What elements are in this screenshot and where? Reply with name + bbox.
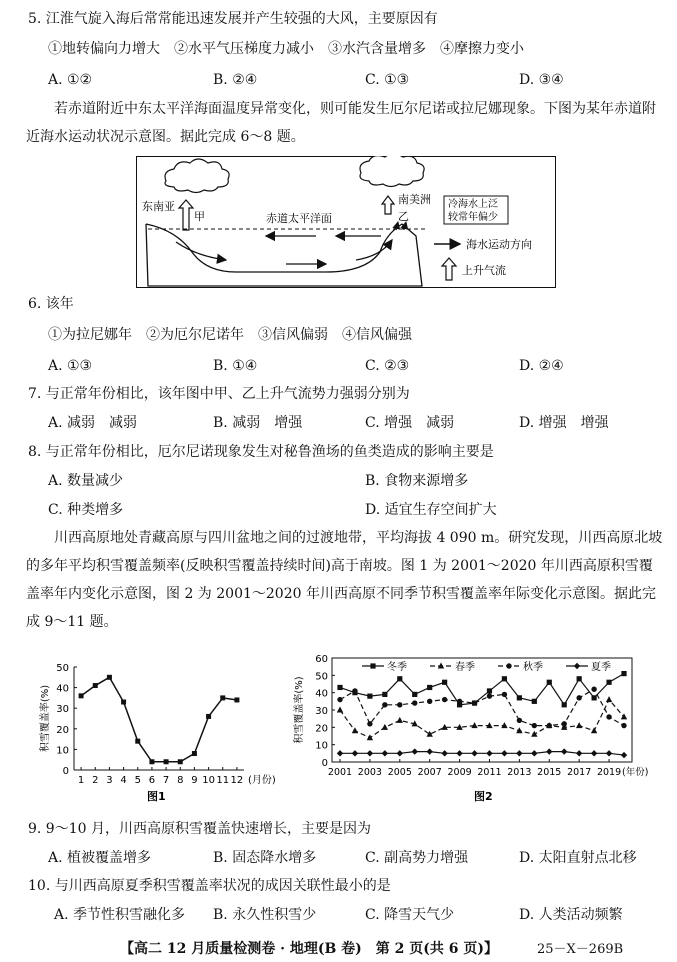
x-tick-label: 2001 (327, 767, 353, 778)
data-point-diamond (412, 748, 418, 754)
data-point-triangle (471, 722, 477, 728)
data-point-triangle (606, 696, 612, 702)
question-5-items: ①地转偏向力增大 ②水平气压梯度力减小 ③水汽含量增多 ④摩擦力变小 (48, 41, 524, 57)
plot-frame (332, 658, 632, 762)
y-tick-label: 50 (315, 671, 328, 683)
data-point-diamond (337, 750, 343, 756)
question-9-option-a: A. 植被覆盖增多 (48, 850, 152, 866)
question-9-option-d: D. 太阳直射点北移 (519, 850, 637, 866)
label-south-america: 南美洲 (398, 193, 431, 206)
data-point (234, 697, 239, 702)
data-point-dot (547, 723, 552, 728)
data-point-dot (427, 699, 432, 704)
ocean-circulation-diagram (136, 156, 556, 288)
y-tick-label: 0 (321, 758, 328, 769)
y-tick-label: 30 (315, 706, 328, 717)
page-footer-title: 【高二 12 月质量检测卷 · 地理(B 卷) 第 2 页(共 6 页)】 (120, 941, 499, 957)
data-point-square (412, 692, 417, 697)
data-point-diamond (486, 750, 492, 756)
data-point-square (487, 688, 492, 693)
data-point-triangle (337, 707, 343, 713)
data-point (149, 759, 154, 764)
data-point-square (577, 676, 582, 681)
legend-marker (574, 663, 580, 669)
x-unit-label: (月份) (248, 775, 276, 786)
y-axis-label: 积雪覆盖率(%) (294, 676, 305, 744)
figure-caption: 图2 (474, 790, 493, 803)
x-tick-label: 12 (230, 775, 244, 786)
data-point-square (442, 680, 447, 685)
data-point-square (562, 702, 567, 707)
data-point-dot (457, 699, 462, 704)
data-point-diamond (456, 750, 462, 756)
question-6-option-d: D. ②④ (519, 358, 564, 374)
y-tick-label: 50 (56, 663, 69, 674)
data-point-diamond (516, 750, 522, 756)
y-tick-label: 30 (56, 704, 69, 716)
data-point-dot (367, 721, 372, 726)
data-point-diamond (352, 750, 358, 756)
data-point-diamond (426, 748, 432, 754)
question-10-option-c: C. 降雪天气少 (365, 907, 455, 923)
data-point-triangle (352, 727, 358, 733)
question-9-option-c: C. 副高势力增强 (365, 850, 469, 866)
label-pacific-surface: 赤道太平洋面 (266, 212, 332, 225)
data-point-square (367, 694, 372, 699)
data-point-dot (621, 723, 626, 728)
data-point-square (337, 685, 342, 690)
data-point-dot (412, 700, 417, 705)
data-point-dot (397, 702, 402, 707)
data-point (206, 714, 211, 719)
x-tick-label: 2005 (387, 767, 412, 778)
legend-marker (370, 663, 375, 668)
data-point-square (502, 676, 507, 681)
x-tick-label: 2017 (567, 767, 592, 778)
data-point-diamond (441, 750, 447, 756)
data-point-dot (487, 693, 492, 698)
data-point-dot (442, 697, 447, 702)
x-tick-label: 6 (148, 775, 156, 786)
figure-2-chart (290, 650, 670, 805)
data-point-triangle (397, 717, 403, 723)
data-point (192, 751, 197, 756)
y-tick-label: 60 (315, 654, 328, 665)
question-5-option-a: A. ①② (48, 72, 93, 88)
data-point (121, 700, 126, 705)
question-5-option-c: C. ①③ (365, 72, 410, 88)
x-tick-label: 5 (134, 775, 141, 786)
data-point-triangle (621, 713, 627, 719)
y-tick-label: 20 (315, 723, 328, 735)
data-point-square (532, 699, 537, 704)
series-line (81, 677, 237, 761)
data-point-square (427, 685, 432, 690)
data-point-dot (337, 697, 342, 702)
data-point (220, 695, 225, 700)
figure-caption: 图1 (147, 790, 166, 803)
data-point-triangle (382, 724, 388, 730)
data-point-square (517, 695, 522, 700)
question-8-stem: 8. 与正常年份相比，厄尔尼诺现象发生对秘鲁渔场的鱼类造成的影响主要是 (28, 444, 494, 460)
data-point-diamond (531, 750, 537, 756)
data-point-square (606, 680, 611, 685)
question-8-option-c: C. 种类增多 (48, 502, 124, 518)
data-point-dot (562, 721, 567, 726)
data-point-diamond (576, 750, 582, 756)
passage-enso: 若赤道附近中东太平洋海面温度异常变化，则可能发生厄尔尼诺或拉尼娜现象。下图为某年赤道附近海水运动状况示意图。据此完成 6～8 题。 (26, 101, 656, 145)
x-tick-label: 10 (202, 775, 215, 786)
x-tick-label: 7 (162, 775, 170, 786)
legend-updraft-icon (442, 258, 456, 280)
data-point-square (592, 695, 597, 700)
data-point-diamond (606, 750, 612, 756)
data-point-diamond (397, 750, 403, 756)
callout-line-1: 冷海水上泛 (448, 199, 498, 210)
data-point (164, 759, 169, 764)
x-tick-label: 2007 (417, 767, 442, 778)
question-6-option-c: C. ②③ (365, 358, 410, 374)
data-point-dot (352, 688, 357, 693)
x-tick-label: 2015 (537, 767, 562, 778)
data-point-dot (606, 714, 611, 719)
y-tick-label: 20 (56, 724, 69, 736)
question-7-option-d: D. 增强 增强 (519, 415, 609, 431)
question-5-option-d: D. ③④ (519, 72, 564, 88)
x-tick-label: 11 (216, 775, 230, 786)
figure-1-chart (34, 655, 284, 805)
data-point-square (382, 692, 387, 697)
label-jia: 甲 (194, 210, 205, 223)
cloud-icon (360, 156, 424, 187)
legend-flow-label: 海水运动方向 (466, 238, 532, 251)
page-footer-code: 25－X－269B (537, 942, 624, 957)
data-point-diamond (591, 750, 597, 756)
y-tick-label: 40 (56, 683, 69, 695)
data-point-diamond (501, 750, 507, 756)
passage-snow: 川西高原地处青藏高原与四川盆地之间的过渡地带，平均海拔 4 090 m。研究发现，川西高原北坡的多年平均积雪覆盖频率(反映积雪覆盖持续时间)高于南坡。图 1 为 2001～2020 年川西高原积雪覆盖率年内变化示意图，图 2 为 2001～2020 年川西高原不同季节积雪覆盖率年际变化示意图。据此完成 9～11 题。 (26, 530, 663, 630)
data-point-dot (502, 692, 507, 697)
data-point-diamond (561, 748, 567, 754)
data-point (107, 675, 112, 680)
question-10-stem: 10. 与川西高原夏季积雪覆盖率状况的成因关联性最小的是 (28, 878, 391, 894)
cloud-icon (165, 159, 229, 193)
question-8-option-b: B. 食物来源增多 (365, 473, 469, 489)
updraft-arrow-yi (382, 196, 394, 214)
question-7-option-b: B. 减弱 增强 (213, 415, 303, 431)
legend-marker (506, 663, 511, 668)
question-7-option-c: C. 增强 减弱 (365, 415, 455, 431)
question-6-option-b: B. ①④ (213, 358, 258, 374)
label-southeast-asia: 东南亚 (142, 200, 175, 213)
question-8-option-d: D. 适宜生存空间扩大 (365, 502, 497, 518)
legend-label: 春季 (455, 662, 475, 673)
x-tick-label: 2 (92, 775, 99, 786)
question-9-option-b: B. 固态降水增多 (213, 850, 317, 866)
data-point-square (621, 671, 626, 676)
question-7-option-a: A. 减弱 减弱 (48, 415, 138, 431)
x-tick-label: 2019 (596, 767, 622, 778)
y-tick-label: 10 (56, 745, 69, 757)
data-point-diamond (621, 752, 627, 758)
label-yi: 乙 (398, 210, 409, 223)
x-tick-label: 2009 (447, 767, 472, 778)
x-tick-label: 4 (120, 775, 127, 786)
data-point (135, 739, 140, 744)
x-unit-label: (年份) (622, 767, 649, 778)
data-point-dot (591, 687, 596, 692)
data-point-dot (576, 695, 581, 700)
question-5-stem: 5. 江淮气旋入海后常常能迅速发展并产生较强的大风，主要原因有 (28, 11, 438, 27)
data-point (93, 683, 98, 688)
question-8-option-a: A. 数量减少 (48, 473, 124, 489)
updraft-arrow-jia (179, 200, 193, 230)
x-tick-label: 3 (106, 775, 113, 786)
question-5-option-b: B. ②④ (213, 72, 258, 88)
x-tick-label: 2003 (357, 767, 382, 778)
data-point-dot (517, 718, 522, 723)
deep-current-arrow (176, 242, 226, 260)
data-point-square (547, 680, 552, 685)
data-point-triangle (576, 722, 582, 728)
data-point-diamond (471, 750, 477, 756)
data-point-square (397, 676, 402, 681)
y-tick-label: 10 (315, 740, 328, 752)
question-10-option-b: B. 永久性积雪少 (213, 907, 317, 923)
data-point-triangle (367, 734, 373, 740)
data-point-dot (532, 723, 537, 728)
x-tick-label: 8 (177, 775, 184, 786)
data-point-dot (472, 700, 477, 705)
question-10-option-a: A. 季节性积雪融化多 (54, 907, 186, 923)
question-6-option-a: A. ①③ (48, 358, 93, 374)
question-6-stem: 6. 该年 (28, 296, 74, 312)
y-tick-label: 0 (62, 766, 69, 777)
data-point (178, 759, 183, 764)
question-10-option-d: D. 人类活动频繁 (519, 907, 623, 923)
data-point-diamond (382, 750, 388, 756)
callout-line-2: 较常年偏少 (448, 212, 498, 223)
question-7-stem: 7. 与正常年份相比，该年图中甲、乙上升气流势力强弱分别为 (28, 386, 410, 402)
question-9-stem: 9. 9～10 月，川西高原积雪覆盖快速增长，主要是因为 (28, 821, 371, 837)
legend-label: 冬季 (387, 662, 407, 673)
data-point-triangle (591, 727, 597, 733)
data-point-diamond (546, 748, 552, 754)
legend-label: 夏季 (591, 662, 611, 673)
x-tick-label: 2013 (507, 767, 532, 778)
data-point-triangle (531, 731, 537, 737)
data-point (79, 693, 84, 698)
y-tick-label: 40 (315, 688, 328, 700)
ocean-basin-outline (146, 224, 422, 286)
data-point-diamond (367, 750, 373, 756)
y-axis-label: 积雪覆盖率(%) (40, 684, 51, 753)
data-point-dot (382, 702, 387, 707)
x-tick-label: 9 (191, 775, 198, 786)
x-tick-label: 2011 (477, 767, 502, 778)
legend-label: 秋季 (523, 662, 543, 673)
x-tick-label: 1 (77, 775, 85, 786)
question-6-items: ①为拉尼娜年 ②为厄尔尼诺年 ③信风偏弱 ④信风偏强 (48, 327, 412, 343)
legend-updraft-label: 上升气流 (462, 264, 506, 277)
deep-current-arrow (356, 240, 392, 260)
